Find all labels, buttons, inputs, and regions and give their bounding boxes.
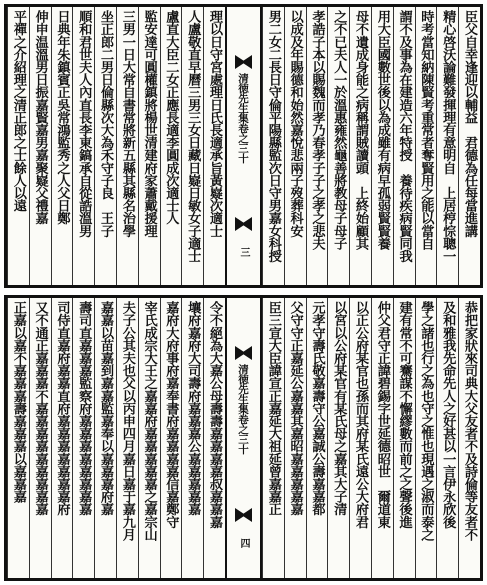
bottom-page [4, 295, 483, 581]
fishtail-ornament-icon [235, 55, 252, 69]
text-column: 用大臣國數世後以為成雖有病早孤弱賢賢養 [371, 7, 393, 285]
text-column: 三男一日大常自書常將新五縣其縣名治學 [116, 7, 138, 285]
text-column: 平禪之介紹理之清正郎之士餘人以遠 [7, 7, 29, 285]
text-column: 伸申温溫男日振嘉賢嘉男嘉聚嶷父禮嘉 [29, 7, 51, 285]
top-left-text-block [7, 7, 225, 285]
text-column: 臣三宣大臣諱宣正嘉延大祖延曾嘉嘉正 [262, 298, 284, 578]
center-fold-column [225, 7, 262, 285]
text-column: 令不絕為大嘉公母壽壽嘉嘉嘉嘉叔嘉嘉嘉 [203, 298, 225, 578]
text-column: 母不遺成身能之病稱謂賊讀頭 上終始顧其 [349, 7, 371, 285]
fishtail-ornament-icon [235, 346, 252, 360]
text-column: 監安達可圓權鎮將楊世清建府家蕭戴援理 [138, 7, 160, 285]
page-number: 四 [238, 538, 249, 548]
text-column: 夫子公其夫也父以丙申四月嘉日嘉于嘉九月 [116, 298, 138, 578]
fishtail-ornament-icon [235, 508, 252, 522]
text-column: 孝誥子本以賜魏而孝乃春孝子子之孝之悲夫 [306, 7, 328, 285]
text-column: 及和雅我先命先人之好甚以一言伊永欣後 [436, 298, 458, 578]
text-column: 盧直大臣二女正應長適李圓成次適士人 [160, 7, 182, 285]
text-column: 以正公府某官也孫而其府某氏遠公大府君 [349, 298, 371, 578]
text-column: 元孝守壽氏敬嘉壽守公嘉誠公壽嘉嘉都 [306, 298, 328, 578]
text-column: 以成及年賜德和始然嘉悅悲兩子歿葬科安 [284, 7, 306, 285]
text-column: 宰氏成宗大王之嘉嘉府嘉嘉嘉嘉嘉之嘉宗山 [138, 298, 160, 578]
bottom-left-text-block [7, 298, 225, 578]
text-column: 恭把家狀來司典大父友者不及詩倫等友者不 [458, 298, 480, 578]
text-column: 又不通正嘉嘉嘉不嘉嘉嘉嘉嘉嘉嘉嘉嘉 [29, 298, 51, 578]
text-column: 司侍直嘉府嘉嘉直府嘉嘉嘉嘉嘉嘉嘉府 [51, 298, 73, 578]
text-column: 理以日守宮處理日氏長適承旨黃嶷次適士 [203, 7, 225, 285]
text-column: 時考當知納陳賢考重常者奪賢用之能以當自 [415, 7, 437, 285]
text-column: 仲父君守正諱碧錫字世延德昭世 爾道東 [371, 298, 393, 578]
text-column: 父守守正嘉延公嘉嘉其嘉昭嘉嘉嘉嘉嘉 [284, 298, 306, 578]
text-column: 坐正郎二男日倫縣次大為禾守子良 王子 [94, 7, 116, 285]
text-column: 嘉府大府事府嘉奉書府嘉嘉嘉嘉信嘉鄭守 [160, 298, 182, 578]
text-column: 人盧敬直早曆三男三女日藏日嶷日敏女子適士 [181, 7, 203, 285]
text-column: 之不已夫人一於溫惠雍然龜善將教母子母子 [327, 7, 349, 285]
bottom-right-text-block [262, 298, 480, 578]
center-book-title: 清徳先生集卷之三十 [237, 364, 249, 454]
text-column: 以宮以公府某官有某氏母之嘉其大子清 [327, 298, 349, 578]
center-fold-column [225, 298, 262, 578]
text-column: 精心啓沃論難發揮理有意明自 上居梈悰聰一 [436, 7, 458, 285]
text-column: 建有常不可騫謀不懈繆數而前之之聲後進 [393, 298, 415, 578]
center-book-title: 清徳先生集卷之三十 [237, 73, 249, 163]
text-column: 壽司直嘉嘉嘉監察府嘉嘉嘉嘉嘉嘉嘉嘉 [72, 298, 94, 578]
text-column: 學之諸也行之為也守之惟也現遇之淑而泰之 [415, 298, 437, 578]
text-column: 嘉嘉以苗嘉到嘉嘉監嘉奉以嘉嘉嘉府嘉 [94, 298, 116, 578]
text-column: 壤府嘉府大司壽府嘉嘉嘉公嘉嘉嘉嘉嘉 [181, 298, 203, 578]
top-right-text-block [262, 7, 480, 285]
page-number: 三 [238, 247, 249, 257]
text-column: 謂不及事為在建造六年特授 養待疾病賢同我 [393, 7, 415, 285]
top-page [4, 4, 483, 288]
text-column: 正嘉以嘉不嘉嘉嘉壽嘉嘉嘉以嘉嘉嘉 [7, 298, 29, 578]
text-column: 臣父自幸逢迎以輔益 君德為任每當進講 [458, 7, 480, 285]
fishtail-ornament-icon [235, 217, 252, 231]
text-column: 順和君世夫人內直長李東鎬承自從誥溫男 [72, 7, 94, 285]
text-column: 男二女二長日守倫平陽縣監次日守男嘉女科授 [262, 7, 284, 285]
text-column: 日典年朱鎮賓正吳常鴻監秀之人父日鄭 [51, 7, 73, 285]
